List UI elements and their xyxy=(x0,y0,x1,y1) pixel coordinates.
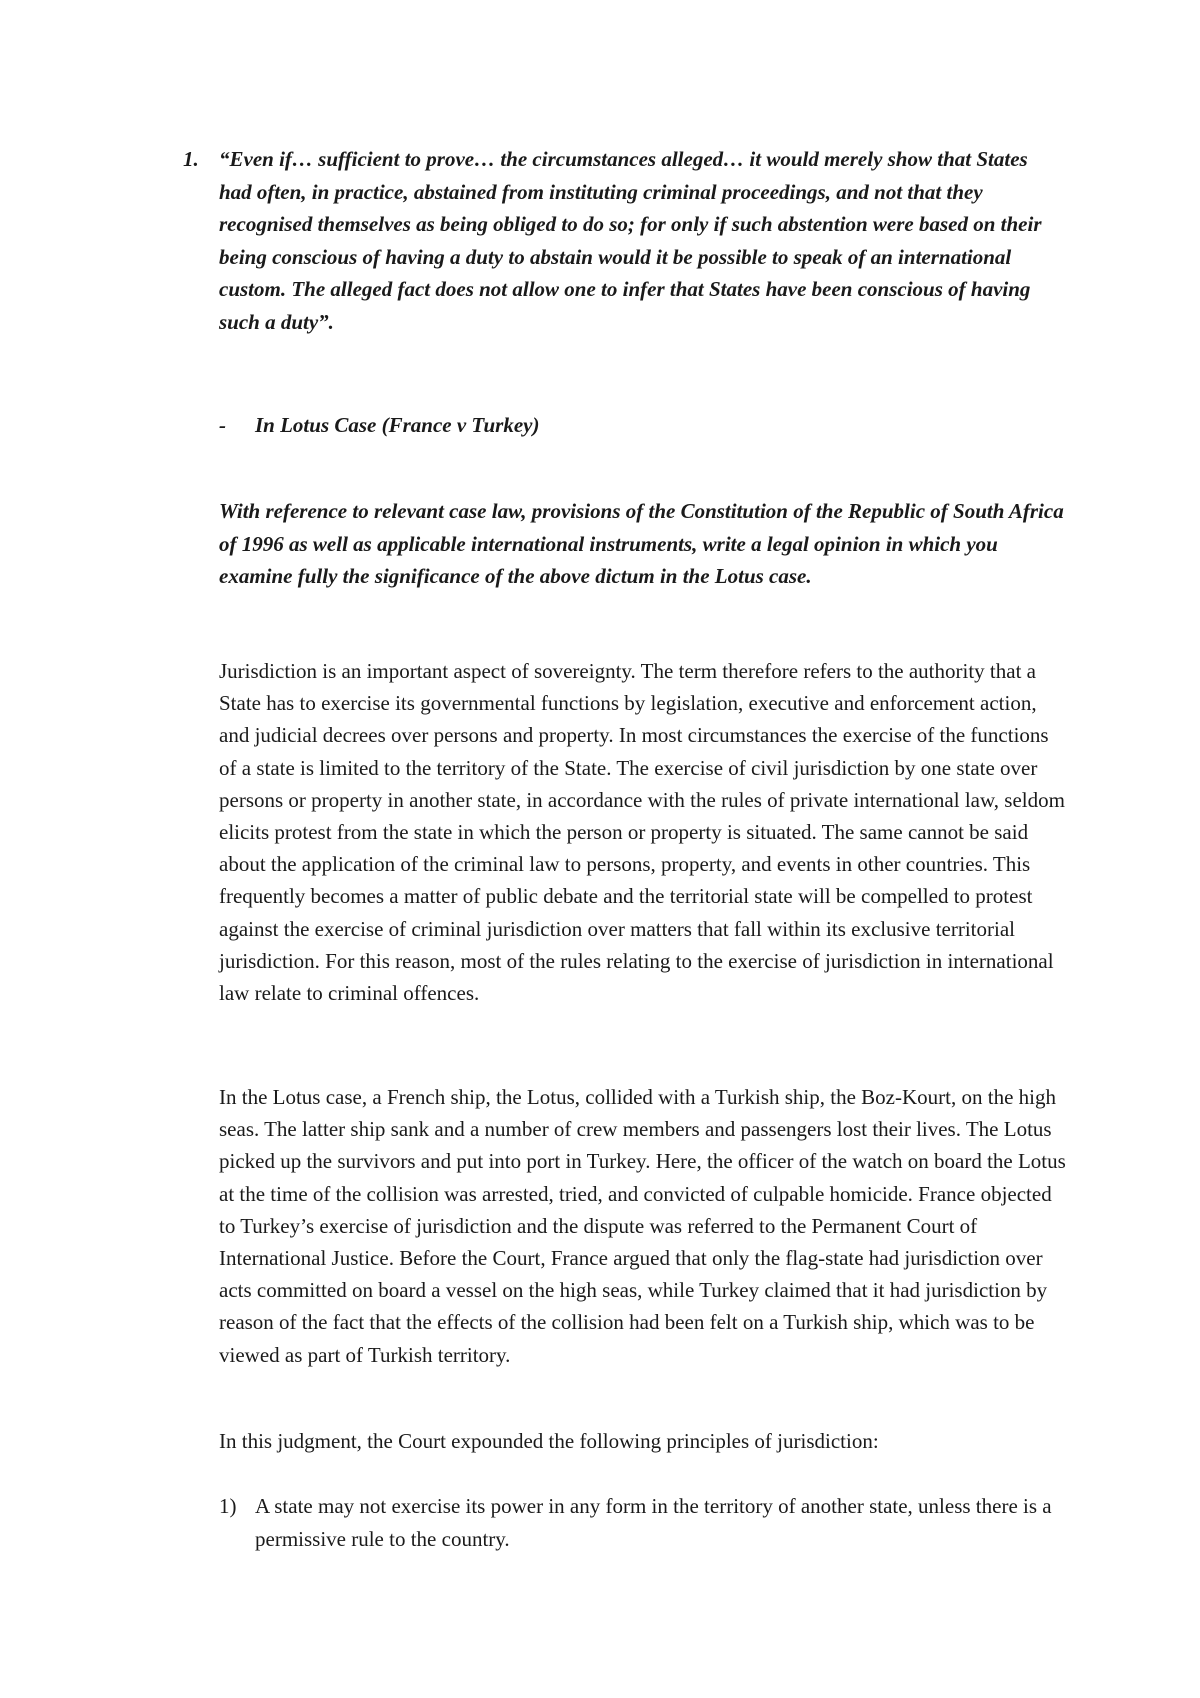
paragraph-lotus-facts: In the Lotus case, a French ship, the Lotus, collided with a Turkish ship, the Boz-Kourt, on the high seas. The latter ship sank and a number of crew members and passengers lost their lives. The Lotus picked up the survivors and put into port in Turkey. Here, the officer of the watch on board the Lotus at the time of the collision was arrested, tried, and convicted of culpable homicide. France objected to Turkey’s exercise of jurisdiction and the dispute was referred to the Permanent Court of International Justice. Before the Court, France argued that only the flag-state had jurisdiction over acts committed on board a vessel on the high seas, while Turkey claimed that it had jurisdiction by reason of the fact that the effects of the collision had been felt on a Turkish ship, which was to be viewed as part of Turkish territory. xyxy=(219,1085,1066,1367)
list-item xyxy=(219,1490,1069,1555)
quote-number: 1. xyxy=(183,147,199,171)
case-heading-label: In Lotus Case (France v Turkey) xyxy=(255,413,540,437)
paragraph-judgment-intro: In this judgment, the Court expounded the following principles of jurisdiction: xyxy=(219,1429,879,1453)
quote-text: “Even if… sufficient to prove… the circumstances alleged… it would merely show that States had often, in practice, abstained from instituting criminal proceedings, and not that they recognised themselves as being obliged to do so; for only if such abstention were based on their being conscious of having a duty to abstain would it be possible to speak of an international custom. The alleged fact does not allow one to infer that States have been conscious of having such a duty”. xyxy=(219,147,1042,334)
case-heading-dash: - xyxy=(219,413,226,437)
dictum-quote xyxy=(183,143,1063,338)
list-item-text: A state may not exercise its power in any form in the territory of another state, unless there is a permissive rule to the country. xyxy=(255,1494,1052,1551)
case-heading xyxy=(219,409,539,441)
principles-list xyxy=(219,1490,1069,1555)
paragraph-jurisdiction: Jurisdiction is an important aspect of sovereignty. The term therefore refers to the authority that a State has to exercise its governmental functions by legislation, executive and enforcement action, and judicial decrees over persons and property. In most circumstances the exercise of the functions of a state is limited to the territory of the State. The exercise of civil jurisdiction by one state over persons or property in another state, in accordance with the rules of private international law, seldom elicits protest from the state in which the person or property is situated. The same cannot be said about the application of the criminal law to persons, property, and events in other countries. This frequently becomes a matter of public debate and the territorial state will be compelled to protest against the exercise of criminal jurisdiction over matters that fall within its exclusive territorial jurisdiction. For this reason, most of the rules relating to the exercise of jurisdiction in international law relate to criminal offences. xyxy=(219,659,1065,1006)
assignment-instruction: With reference to relevant case law, provisions of the Constitution of the Republic of South Africa of 1996 as well as applicable international instruments, write a legal opinion in which you examine fully the significance of the above dictum in the Lotus case. xyxy=(219,499,1064,588)
list-item-marker: 1) xyxy=(219,1494,237,1518)
